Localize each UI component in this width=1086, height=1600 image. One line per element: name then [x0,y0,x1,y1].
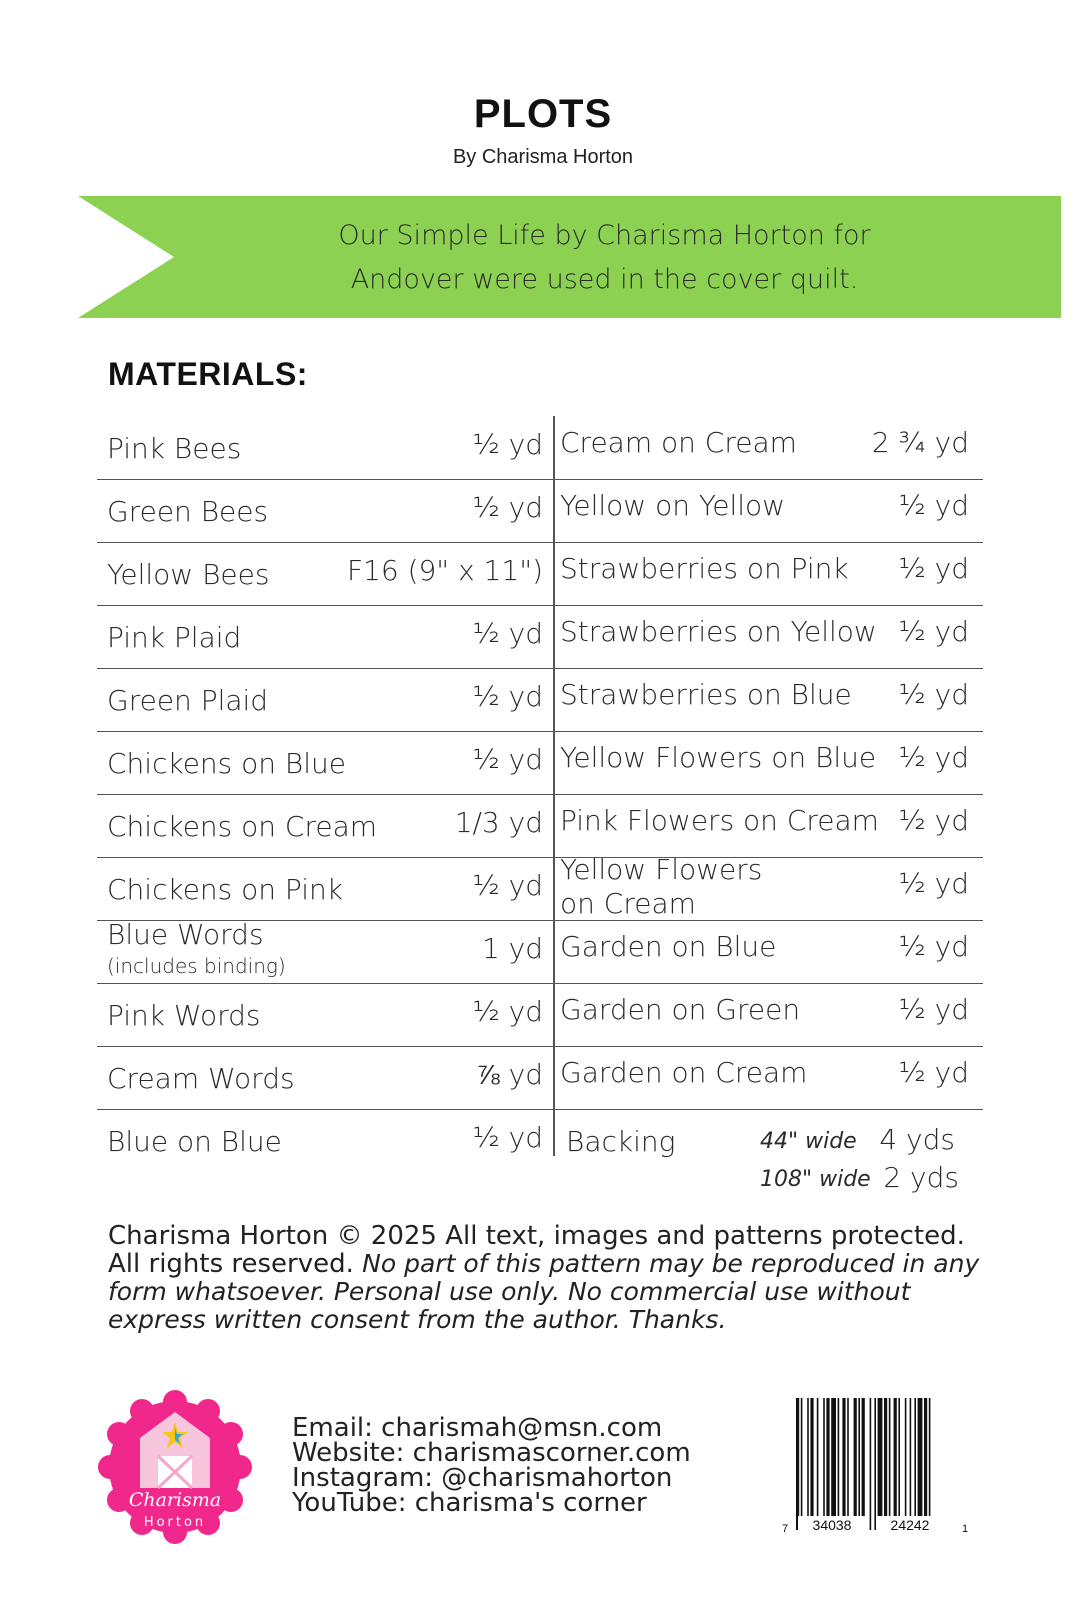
material-row [97,794,553,858]
material-row [554,794,983,858]
barcode-bar [889,1398,891,1530]
material-quantity: 1/3 yd [454,806,543,839]
material-row [97,1046,553,1110]
barcode-bar [801,1398,803,1530]
barcode-bar [894,1398,897,1530]
material-row [97,1109,553,1172]
material-name: Chickens on Cream [107,810,378,843]
material-name: Pink Words [107,999,261,1032]
material-quantity: ½ yd [898,1056,969,1089]
material-quantity: ⅞ yd [476,1058,543,1091]
material-quantity: ½ yd [898,615,969,648]
material-name: Yellow Flowers on Blue [560,741,877,774]
barcode-bar [858,1398,860,1530]
material-quantity: ½ yd [472,1121,543,1154]
barcode-bar [874,1398,876,1530]
material-row [554,1046,983,1110]
barcode-bar [870,1398,872,1530]
material-row [554,479,983,543]
material-quantity: ½ yd [472,491,543,524]
barcode-bar [854,1398,857,1530]
materials-heading: MATERIALS: [108,356,308,392]
barcode-bar [898,1398,900,1530]
contact-website[interactable]: Website: charismascorner.com [292,1438,691,1468]
pattern-title: PLOTS [473,92,613,136]
material-quantity: ½ yd [898,930,969,963]
barcode-group-1: 34038 [812,1517,852,1533]
material-name: Pink Plaid [107,621,242,654]
material-name: Blue Words [107,918,264,951]
material-name: Blue on Blue [107,1125,282,1158]
material-quantity: ½ yd [898,993,969,1026]
material-name: Garden on Blue [560,930,777,963]
material-quantity: ½ yd [898,552,969,585]
material-row [97,983,553,1047]
material-quantity: F16 (9" x 11") [346,554,543,587]
material-row [554,668,983,732]
backing-quantity-2: 2 yds [883,1161,959,1194]
barcode-bar [810,1398,813,1530]
material-row [554,416,983,480]
material-quantity: 1 yd [481,932,543,965]
charisma-horton-logo [98,1390,252,1544]
copyright-notice [108,1222,988,1334]
barcode-bar [914,1398,916,1530]
backing-name: Backing [566,1125,676,1158]
material-name: Pink Bees [107,432,242,465]
material-row [554,983,983,1047]
material-name: Cream on Cream [560,426,797,459]
barcode-check-digit: 1 [962,1523,969,1535]
material-row [554,542,983,606]
barcode-bar [918,1398,923,1530]
material-quantity: ½ yd [472,428,543,461]
barcode-bar [847,1398,849,1530]
barcode-graphic [780,1398,970,1540]
barcode-bar [838,1398,840,1530]
barcode-bar [878,1398,883,1530]
barcode-bar [817,1398,819,1530]
copyright-italic-text: No part of this pattern may be reproduced in any form whatsoever. Personal use only. No commercial use without express written consent from the author. Thanks. [108,1249,980,1334]
material-row [97,920,553,984]
backing-width-2: 108" wide [760,1167,871,1192]
contact-youtube[interactable]: YouTube: charisma's corner [292,1488,647,1518]
banner-line-2: Andover were used in the cover quilt. [350,264,859,295]
material-row-backing [554,1109,983,1199]
logo-text-charisma: Charisma [128,1489,222,1511]
material-row [97,731,553,795]
material-name: Yellow on Yellow [560,489,786,522]
material-quantity: ½ yd [898,678,969,711]
material-name: Chickens on Blue [107,747,347,780]
upc-barcode [780,1398,970,1540]
material-name: Green Bees [107,495,269,528]
material-row [554,853,983,921]
barcode-bar [905,1398,907,1530]
backing-width-1: 44" wide [760,1129,857,1154]
contact-instagram[interactable]: Instagram: @charismahorton [292,1463,673,1493]
material-name: Pink Flowers on Cream [560,804,879,837]
contact-info [292,1413,691,1518]
barcode-bar [862,1398,865,1530]
material-row [97,479,553,543]
material-quantity: ½ yd [898,489,969,522]
barcode-bar [842,1398,845,1530]
material-row [97,416,553,480]
material-name: Garden on Green [560,993,801,1026]
material-row [97,605,553,669]
material-quantity: ½ yd [472,680,543,713]
material-quantity: ½ yd [472,995,543,1028]
material-name: Yellow Flowers [560,853,763,886]
barcode-bar [826,1398,829,1530]
material-name: Cream Words [107,1062,295,1095]
material-row [97,542,553,606]
material-name: Garden on Cream [560,1056,808,1089]
barcode-lead-digit: 7 [782,1523,789,1535]
barcode-bar [796,1398,799,1530]
material-row [554,920,983,984]
barcode-bar [910,1398,912,1530]
material-quantity: 2 ¾ yd [871,426,969,459]
material-quantity: ½ yd [472,617,543,650]
material-quantity: ½ yd [472,743,543,776]
pattern-byline: By Charisma Horton [452,146,634,168]
material-row [554,731,983,795]
logo-badge [98,1390,252,1544]
material-row [97,857,553,921]
barcode-bar [807,1398,809,1530]
material-name: Strawberries on Pink [560,552,849,585]
barcode-bar [823,1398,825,1530]
banner-text [168,214,1041,302]
material-row [554,605,983,669]
material-name: Strawberries on Blue [560,678,852,711]
barcode-bar [924,1398,927,1530]
material-name: Strawberries on Yellow [560,615,877,648]
barcode-bar [929,1398,931,1530]
material-name: Green Plaid [107,684,269,717]
material-quantity: ½ yd [898,741,969,774]
material-note: (includes binding) [107,954,286,978]
contact-email[interactable]: Email: charismah@msn.com [292,1413,663,1443]
copyright-text: Charisma Horton © 2025 All text, images and patterns protected. All rights reserved. [108,1221,965,1279]
material-name: Chickens on Pink [107,873,343,906]
material-quantity: ½ yd [898,867,969,900]
material-row [97,668,553,732]
barcode-group-2: 24242 [890,1517,930,1533]
material-name: Yellow Bees [107,558,270,591]
barcode-bar [884,1398,887,1530]
logo-text-horton: Horton [143,1515,207,1530]
backing-quantity-1: 4 yds [879,1123,955,1156]
material-quantity: ½ yd [472,869,543,902]
material-quantity: ½ yd [898,804,969,837]
fabric-banner [78,196,1061,318]
banner-line-1: Our Simple Life by Charisma Horton for [338,220,871,251]
material-name-line-2: on Cream [560,887,696,920]
barcode-bar [831,1398,836,1530]
